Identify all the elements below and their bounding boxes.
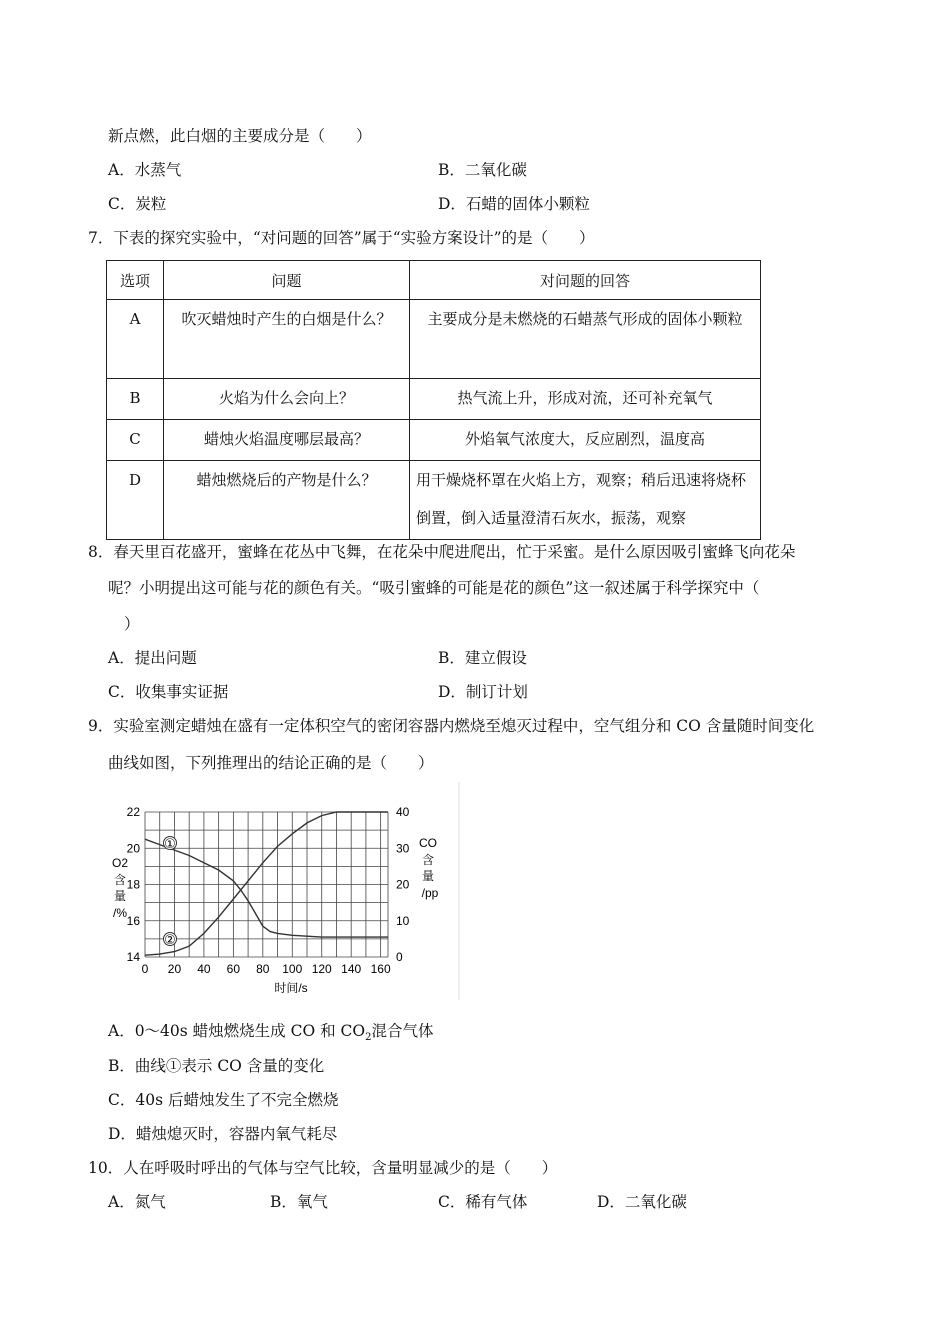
x-tick-label: 120 bbox=[311, 962, 332, 976]
q8-option-c: C．收集事实证据 bbox=[108, 683, 229, 701]
q7-stem: 7．下表的探究实验中，“对问题的回答”属于“实验方案设计”的是（ ） bbox=[88, 229, 595, 247]
q9-stem-line1: 9．实验室测定蜡烛在盛有一定体积空气的密闭容器内燃烧至熄灭过程中，空气组分和 CO 含量随时间变化 bbox=[88, 717, 815, 735]
left-tick-label: 22 bbox=[126, 805, 140, 819]
header-answer: 对问题的回答 bbox=[410, 261, 761, 300]
header-question: 问题 bbox=[164, 261, 410, 300]
x-tick-label: 80 bbox=[256, 962, 270, 976]
x-tick-label: 60 bbox=[226, 962, 241, 976]
row-answer: 用干燥烧杯罩在火焰上方，观察；稍后迅速将烧杯倒置，倒入适量澄清石灰水，振荡，观察 bbox=[416, 471, 747, 527]
row-key: D bbox=[128, 471, 142, 489]
q9-option-a bbox=[108, 1021, 433, 1048]
left-axis-label-han: 含 bbox=[113, 873, 127, 887]
left-axis-label-o2: O2 bbox=[111, 856, 129, 870]
marker-1: ① bbox=[164, 836, 176, 851]
marker-2: ② bbox=[164, 932, 176, 947]
q8-option-a: A．提出问题 bbox=[108, 649, 197, 667]
q9-stem-line2: 曲线如图，下列推理出的结论正确的是（ ） bbox=[108, 754, 434, 772]
table-header-row bbox=[107, 261, 761, 300]
header-option: 选项 bbox=[107, 261, 164, 300]
q6-option-c: C．炭粒 bbox=[108, 195, 167, 213]
q10-option-a: A．氮气 bbox=[108, 1193, 166, 1211]
x-tick-label: 100 bbox=[282, 962, 303, 976]
x-tick-label: 0 bbox=[141, 962, 149, 976]
left-tick-label: 14 bbox=[126, 950, 140, 964]
row-answer: 外焰氧气浓度大，反应剧烈，温度高 bbox=[464, 430, 705, 448]
left-axis-label-unit: /% bbox=[112, 906, 128, 920]
row-question: 火焰为什么会向上？ bbox=[218, 389, 354, 407]
right-tick-label: 30 bbox=[396, 841, 410, 856]
q9-option-a-text: A．0～40s 蜡烛燃烧生成 CO 和 CO bbox=[108, 1022, 366, 1040]
row-key: C bbox=[129, 430, 141, 448]
q7-table bbox=[106, 260, 761, 540]
right-tick-label: 10 bbox=[396, 913, 410, 928]
q6-option-b: B．二氧化碳 bbox=[438, 161, 527, 179]
x-axis-label: 时间/s bbox=[274, 981, 308, 995]
x-tick-label: 20 bbox=[167, 962, 182, 976]
q10-option-b: B．氧气 bbox=[270, 1193, 328, 1211]
right-axis-label-liang: 量 bbox=[421, 869, 435, 883]
right-axis-label-han: 含 bbox=[421, 853, 435, 867]
row-answer: 热气流上升，形成对流，还可补充氧气 bbox=[457, 389, 713, 407]
q9-option-b: B．曲线①表示 CO 含量的变化 bbox=[108, 1057, 325, 1075]
right-axis-label-co: CO bbox=[419, 836, 437, 850]
q8-stem-line1: 8．春天里百花盛开，蜜蜂在花丛中飞舞，在花朵中爬进爬出，忙于采蜜。是什么原因吸引蜜蜂飞向花朵 bbox=[88, 543, 796, 561]
row-question: 吹灭蜡烛时产生的白烟是什么？ bbox=[181, 310, 392, 328]
left-tick-label: 18 bbox=[126, 877, 140, 892]
row-key: B bbox=[129, 389, 141, 407]
left-tick-label: 20 bbox=[126, 841, 140, 856]
right-tick-label: 20 bbox=[396, 877, 410, 892]
q9-option-d: D．蜡烛熄灭时，容器内氧气耗尽 bbox=[108, 1125, 338, 1143]
q10-option-c: C．稀有气体 bbox=[438, 1193, 528, 1211]
table-row bbox=[107, 420, 761, 461]
table-row bbox=[107, 300, 761, 379]
q8-stem-line2: 呢？小明提出这可能与花的颜色有关。“吸引蜜蜂的可能是花的颜色”这一叙述属于科学探究中（ bbox=[108, 579, 760, 597]
x-tick-label: 140 bbox=[341, 962, 362, 976]
q9-option-c: C．40s 后蜡烛发生了不完全燃烧 bbox=[108, 1091, 339, 1109]
o2-co-chart bbox=[110, 782, 460, 1002]
row-question: 蜡烛燃烧后的产物是什么？ bbox=[196, 471, 377, 489]
row-key: A bbox=[129, 310, 141, 328]
row-answer: 主要成分是未燃烧的石蜡蒸气形成的固体小颗粒 bbox=[427, 310, 743, 328]
right-axis-label-unit: /pp bbox=[421, 886, 439, 900]
table-row bbox=[107, 461, 761, 540]
q9-option-a-text-end: 混合气体 bbox=[371, 1022, 434, 1040]
q10-option-d: D．二氧化碳 bbox=[597, 1193, 687, 1211]
left-axis-label-liang: 量 bbox=[113, 889, 127, 903]
left-tick-label: 16 bbox=[126, 913, 140, 928]
q10-stem: 10．人在呼吸时呼出的气体与空气比较，含量明显减少的是（ ） bbox=[88, 1159, 558, 1177]
table-row bbox=[107, 379, 761, 420]
q6-stem-tail: 新点燃，此白烟的主要成分是（ ） bbox=[108, 127, 372, 145]
q9-option-a-sub: 2 bbox=[365, 1032, 372, 1044]
q6-option-d: D．石蜡的固体小颗粒 bbox=[438, 195, 590, 213]
q8-option-d: D．制订计划 bbox=[438, 683, 528, 701]
right-tick-label: 0 bbox=[396, 950, 403, 964]
q8-option-b: B．建立假设 bbox=[438, 649, 527, 667]
row-question: 蜡烛火焰温度哪层最高？ bbox=[203, 430, 369, 448]
q8-stem-line3: ） bbox=[124, 615, 140, 633]
x-tick-label: 160 bbox=[370, 962, 391, 976]
q6-option-a: A．水蒸气 bbox=[108, 161, 182, 179]
right-tick-label: 40 bbox=[396, 805, 410, 819]
x-tick-label: 40 bbox=[197, 962, 211, 976]
